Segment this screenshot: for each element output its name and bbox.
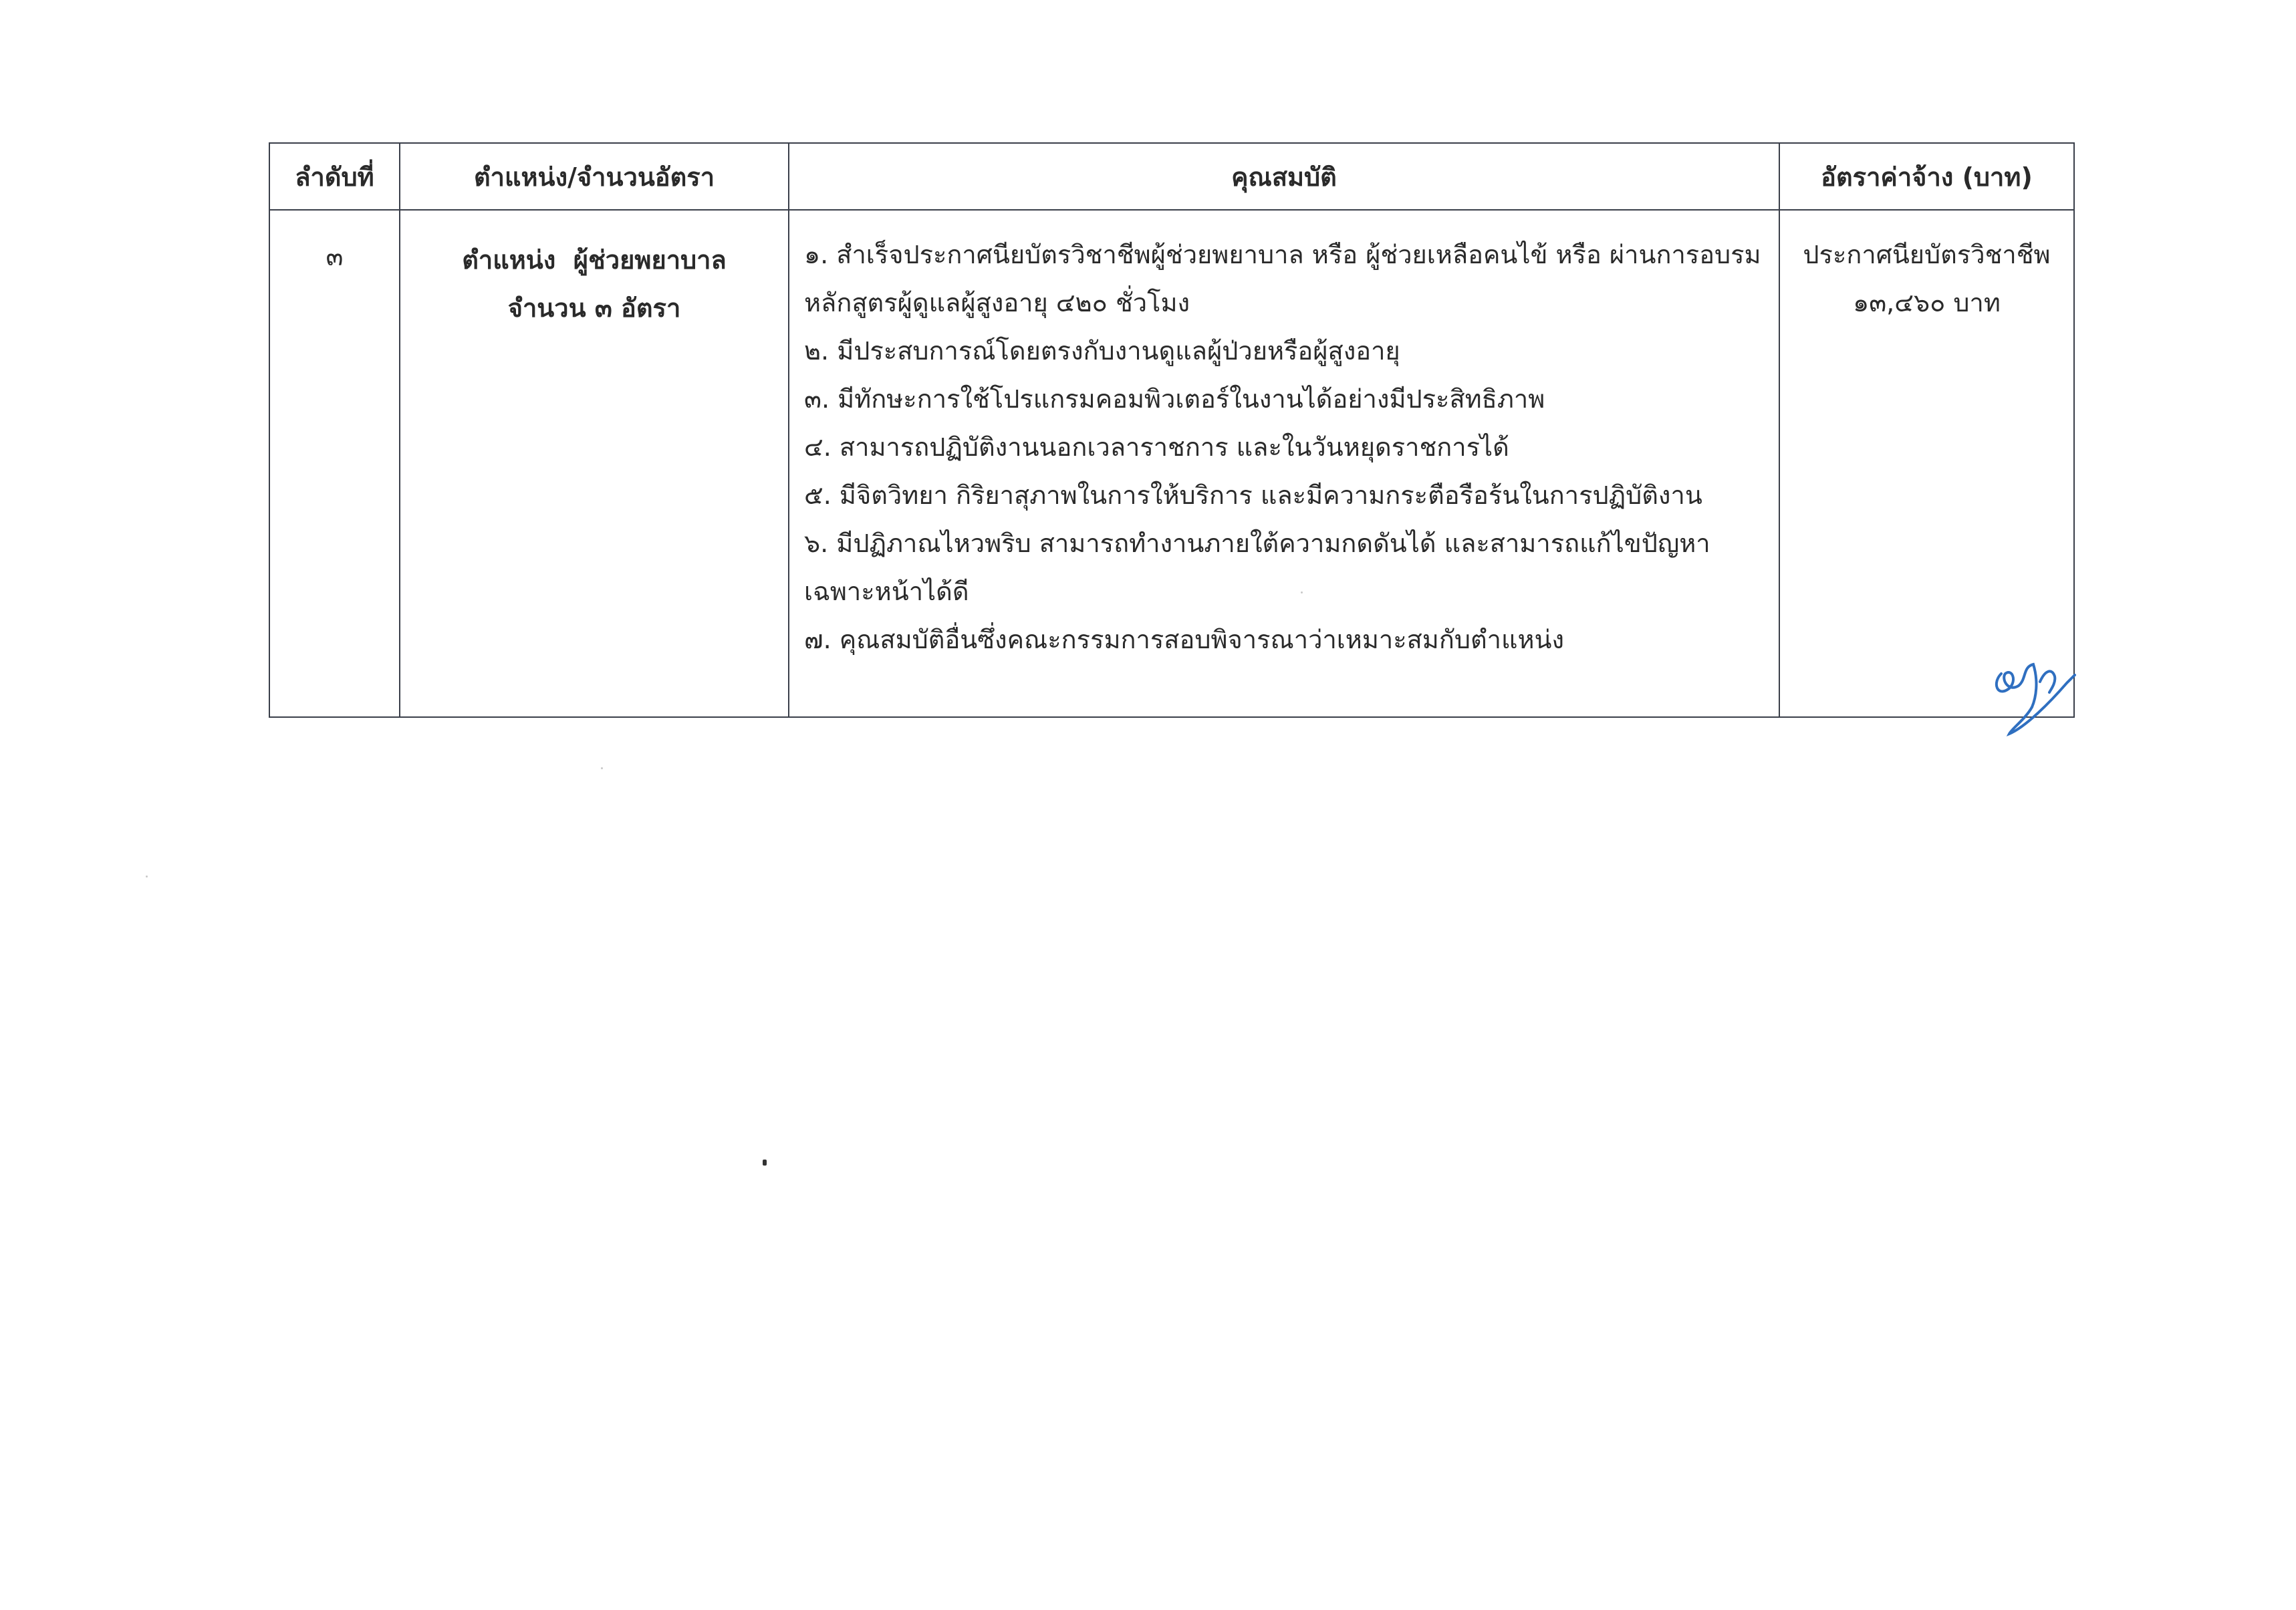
- qualifications-cell: [789, 210, 1779, 717]
- header-number: ลำดับที่: [269, 143, 400, 210]
- position-title: ตำแหน่ง ผู้ช่วยพยาบาล: [462, 245, 727, 275]
- scan-dot: [601, 767, 603, 769]
- position-count: จำนวน ๓ อัตรา: [507, 293, 681, 323]
- qualification-line: ๗. คุณสมบัติอื่นซึ่งคณะกรรมการสอบพิจารณาว่าเหมาะสมกับตำแหน่ง: [804, 625, 1565, 654]
- qualification-line: ๕. มีจิตวิทยา กิริยาสุภาพในการให้บริการ และมีความกระตือรือร้นในการปฏิบัติงาน: [804, 481, 1702, 510]
- scan-dot: [146, 876, 148, 878]
- scan-dot: [1301, 591, 1303, 593]
- row-number: ๓: [269, 210, 400, 717]
- qualification-line: เฉพาะหน้าได้ดี: [804, 577, 969, 606]
- handwritten-signature: [1985, 642, 2085, 742]
- qualification-table: [269, 142, 2075, 718]
- scan-speck: [763, 1160, 767, 1166]
- qualification-line: ๒. มีประสบการณ์โดยตรงกับงานดูแลผู้ป่วยหรือผู้สูงอายุ: [804, 336, 1400, 366]
- header-qualifications: คุณสมบัติ: [789, 143, 1779, 210]
- header-wage: อัตราค่าจ้าง (บาท): [1779, 143, 2074, 210]
- wage-type: ประกาศนียบัตรวิชาชีพ: [1803, 240, 2051, 269]
- header-position: ตำแหน่ง/จำนวนอัตรา: [400, 143, 789, 210]
- qualification-line: ๓. มีทักษะการใช้โปรแกรมคอมพิวเตอร์ในงานได้อย่างมีประสิทธิภาพ: [804, 384, 1545, 414]
- qualification-line: ๖. มีปฏิภาณไหวพริบ สามารถทำงานภายใต้ความกดดันได้ และสามารถแก้ไขปัญหา: [804, 529, 1710, 558]
- position-cell: [400, 210, 789, 717]
- table-header-row: [269, 143, 2074, 210]
- qualification-line: ๑. สำเร็จประกาศนียบัตรวิชาชีพผู้ช่วยพยาบาล หรือ ผู้ช่วยเหลือคนไข้ หรือ ผ่านการอบรม: [804, 240, 1761, 269]
- wage-amount: ๑๓,๔๖๐ บาท: [1853, 288, 2001, 317]
- qualification-line: หลักสูตรผู้ดูแลผู้สูงอายุ ๔๒๐ ชั่วโมง: [804, 288, 1190, 317]
- table-row: [269, 210, 2074, 717]
- qualification-line: ๔. สามารถปฏิบัติงานนอกเวลาราชการ และในวันหยุดราชการได้: [804, 432, 1509, 462]
